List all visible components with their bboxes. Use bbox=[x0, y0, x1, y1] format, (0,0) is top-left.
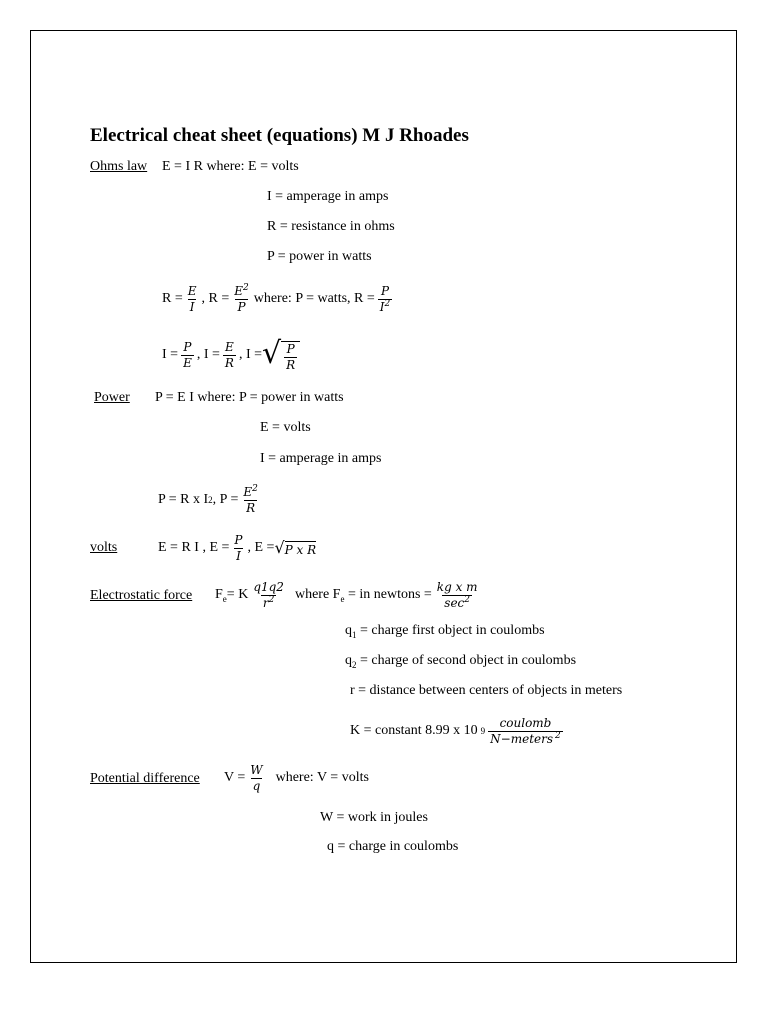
ohms-def-resistance: R = resistance in ohms bbox=[267, 219, 395, 234]
power-heading: Power bbox=[94, 390, 130, 405]
definition-text: = charge of second object in coulombs bbox=[356, 653, 577, 668]
power-def-volts: E = volts bbox=[260, 420, 311, 435]
def-k-constant: K = constant 8.99 x 10 9 $\frac{\text{coulomb}}{N-meters ^2}$ bbox=[350, 715, 561, 746]
def-q1 bbox=[345, 623, 545, 639]
denominator: E bbox=[183, 355, 192, 370]
numerator: P bbox=[286, 342, 295, 356]
i-symbol: I bbox=[379, 299, 385, 314]
definition-text: = charge first object in coulombs bbox=[356, 623, 545, 638]
ohms-law-heading: Ohms law bbox=[90, 159, 148, 174]
denominator bbox=[488, 731, 563, 747]
denominator: q bbox=[252, 778, 261, 793]
numerator: kg x m bbox=[436, 579, 478, 594]
fraction-p-over-i2 bbox=[378, 284, 392, 315]
r-prefix: R = bbox=[162, 291, 183, 306]
where-text: where F bbox=[294, 587, 341, 602]
e-symbol: E bbox=[243, 484, 253, 499]
radical-sign: √ bbox=[274, 538, 285, 557]
fraction-p-over-e bbox=[181, 340, 194, 371]
denominator bbox=[261, 595, 276, 611]
exponent: 2 bbox=[384, 298, 391, 309]
fraction-e2-over-r bbox=[241, 485, 260, 516]
volts-heading: volts bbox=[90, 540, 118, 555]
current-formulas bbox=[162, 334, 300, 376]
where-newtons bbox=[295, 587, 432, 603]
numerator: P bbox=[234, 532, 243, 547]
exponent: 2 bbox=[252, 483, 258, 494]
force-symbol bbox=[215, 587, 227, 603]
numerator bbox=[232, 284, 251, 299]
volts-separator: , E = bbox=[247, 540, 275, 555]
numerator: W bbox=[250, 762, 263, 777]
denominator: R bbox=[246, 500, 256, 515]
electrostatic-heading: Electrostatic force bbox=[90, 588, 193, 603]
denominator: R bbox=[224, 355, 234, 370]
ohms-def-power: P = power in watts bbox=[267, 249, 372, 264]
e-symbol: E bbox=[234, 283, 243, 298]
potential-formula bbox=[224, 757, 369, 799]
numerator: E bbox=[225, 339, 234, 354]
numerator: q1q2 bbox=[253, 579, 284, 594]
volts-prefix: E = R I , E = bbox=[158, 540, 230, 555]
i-separator-1: , I = bbox=[196, 347, 220, 362]
numerator: P bbox=[380, 283, 390, 298]
page-title: Electrical cheat sheet (equations) M J Rhoades bbox=[90, 125, 469, 146]
potential-where: where: V = volts bbox=[275, 770, 369, 785]
subscript: 2 bbox=[352, 659, 357, 670]
subscript: e bbox=[340, 593, 345, 604]
q-letter: q bbox=[345, 653, 352, 668]
q-letter: q bbox=[345, 623, 352, 638]
fraction-p-over-i bbox=[232, 533, 244, 564]
denominator bbox=[442, 595, 472, 611]
fraction-newton-units bbox=[435, 580, 480, 611]
r-symbol: r bbox=[262, 595, 269, 610]
i-prefix: I = bbox=[162, 347, 179, 362]
fraction-w-over-q bbox=[248, 763, 264, 794]
def-q2 bbox=[345, 653, 576, 669]
numerator: E bbox=[187, 283, 197, 298]
fraction-coulomb-units bbox=[488, 716, 563, 747]
sqrt-p-times-r bbox=[274, 539, 316, 557]
denominator: I bbox=[189, 299, 195, 314]
equals-k: = K bbox=[226, 587, 249, 602]
power-equation: P = E I where: P = power in watts bbox=[155, 390, 344, 405]
numerator: coulomb bbox=[499, 715, 552, 730]
def-r-distance: r = distance between centers of objects in meters bbox=[350, 683, 623, 698]
r-where: where: P = watts, R = bbox=[253, 291, 375, 306]
exponent: 2 bbox=[555, 730, 561, 741]
fraction-q1q2-over-r2 bbox=[251, 580, 286, 611]
exponent: 2 bbox=[268, 594, 275, 605]
def-charge: q = charge in coulombs bbox=[327, 839, 459, 854]
denominator: R bbox=[286, 358, 296, 372]
radicand: P x R bbox=[284, 542, 317, 557]
radical-sign: √ bbox=[262, 336, 282, 371]
radicand bbox=[281, 341, 300, 373]
fraction-p-over-r bbox=[284, 342, 297, 373]
exponent: 2 bbox=[243, 282, 249, 293]
denominator: I bbox=[236, 548, 241, 563]
sec-text: sec bbox=[444, 595, 465, 610]
numerator bbox=[241, 485, 260, 500]
denominator bbox=[378, 299, 392, 315]
i-separator-2: , I = bbox=[238, 347, 262, 362]
volts-formulas bbox=[158, 527, 316, 569]
power-def-amperage: I = amperage in amps bbox=[260, 451, 382, 466]
electrostatic-formula bbox=[215, 574, 483, 616]
v-prefix: V = bbox=[224, 770, 246, 785]
power-formulas: P = R x I 2 , P = $\frac{E^2}{R}$ bbox=[158, 483, 258, 515]
resistance-formulas bbox=[162, 280, 395, 318]
p-separator: , P = bbox=[212, 492, 239, 507]
where-rest: = in newtons = bbox=[344, 587, 432, 602]
fraction-e-over-r bbox=[223, 340, 236, 371]
subscript: 1 bbox=[352, 629, 357, 640]
p-prefix: P = R x I bbox=[158, 492, 209, 507]
potential-heading: Potential difference bbox=[90, 771, 200, 786]
ohms-law-equation: E = I R where: E = volts bbox=[162, 159, 299, 174]
fraction-e-over-i bbox=[186, 284, 199, 315]
k-text: K = constant 8.99 x 10 bbox=[350, 723, 478, 738]
ohms-def-amperage: I = amperage in amps bbox=[267, 189, 389, 204]
f-letter: F bbox=[215, 587, 223, 602]
fraction-e2-over-p bbox=[232, 284, 251, 315]
n-meters-text: N−meters bbox=[490, 731, 554, 746]
denominator: P bbox=[237, 299, 246, 314]
subscript: e bbox=[222, 593, 227, 604]
r-separator: , R = bbox=[201, 291, 230, 306]
sqrt-p-over-r bbox=[262, 337, 300, 373]
def-work: W = work in joules bbox=[320, 810, 428, 825]
exponent: 2 bbox=[464, 594, 471, 605]
numerator: P bbox=[183, 339, 192, 354]
